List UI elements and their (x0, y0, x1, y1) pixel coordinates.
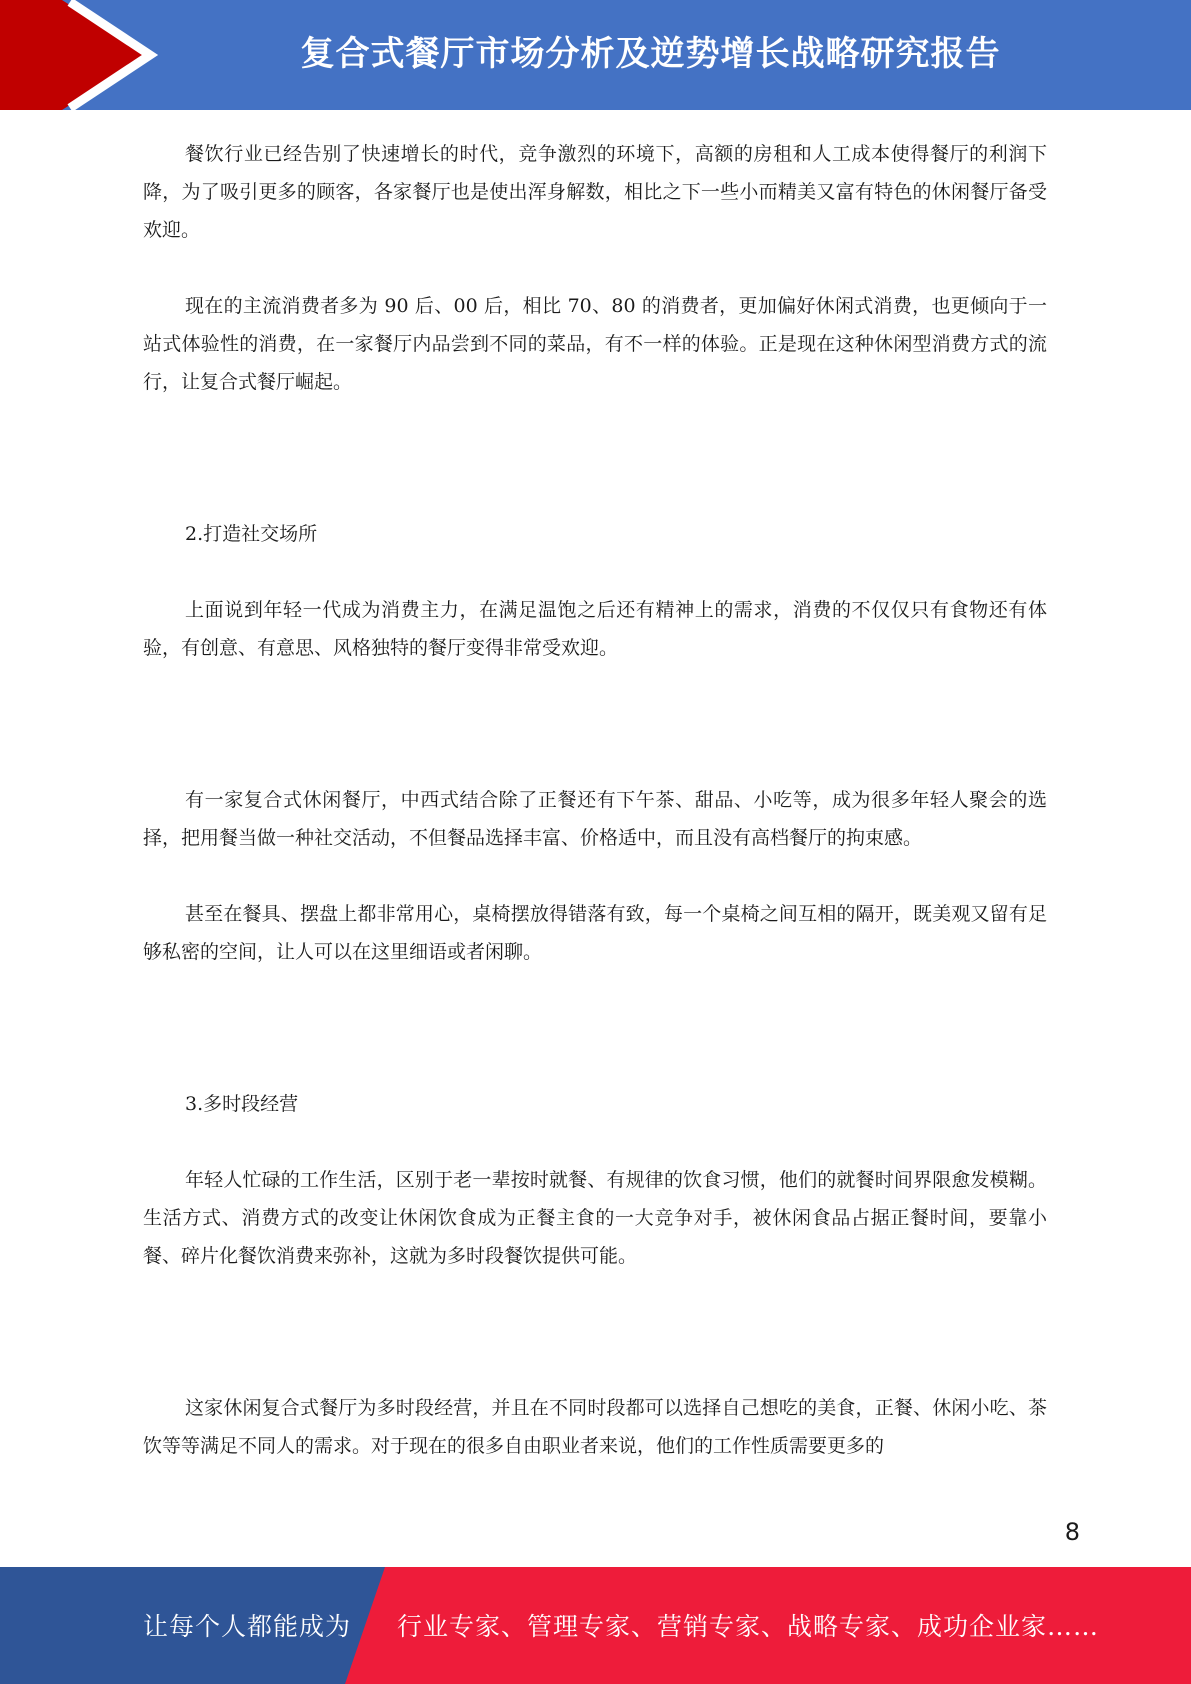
section-heading: 2.打造社交场所 (185, 523, 318, 545)
paragraph: 上面说到年轻一代成为消费主力，在满足温饱之后还有精神上的需求，消费的不仅仅只有食物还有体验，有创意、有意思、风格独特的餐厅变得非常受欢迎。 (143, 599, 1047, 659)
page-number: 8 (1064, 1518, 1080, 1546)
page-footer (0, 1567, 1191, 1684)
paragraph: 现在的主流消费者多为 90 后、00 后，相比 70、80 的消费者，更加偏好休闲式消费，也更倾向于一站式体验性的消费，在一家餐厅内品尝到不同的菜品，有不一样的体验。正是现在这种休闲型消费方式的流行，让复合式餐厅崛起。 (143, 295, 1047, 393)
paragraph: 甚至在餐具、摆盘上都非常用心，桌椅摆放得错落有致，每一个桌椅之间互相的隔开，既美观又留有足够私密的空间，让人可以在这里细语或者闲聊。 (143, 903, 1047, 963)
paragraph: 有一家复合式休闲餐厅，中西式结合除了正餐还有下午茶、甜品、小吃等，成为很多年轻人聚会的选择，把用餐当做一种社交活动，不但餐品选择丰富、价格适中，而且没有高档餐厅的拘束感。 (143, 789, 1047, 849)
section-heading: 3.多时段经营 (185, 1093, 299, 1115)
page-header (0, 0, 1191, 110)
document-body (143, 135, 1047, 1465)
footer-slogan-right: 行业专家、管理专家、营销专家、战略专家、成功企业家…… (397, 1612, 1100, 1641)
header-title: 复合式餐厅市场分析及逆势增长战略研究报告 (300, 34, 1001, 74)
header-red-chevron (0, 0, 148, 110)
footer-slogan-left: 让每个人都能成为 (143, 1612, 352, 1641)
paragraph: 餐饮行业已经告别了快速增长的时代，竞争激烈的环境下，高额的房租和人工成本使得餐厅的利润下降，为了吸引更多的顾客，各家餐厅也是使出浑身解数，相比之下一些小而精美又富有特色的休闲餐厅备受欢迎。 (143, 143, 1047, 241)
paragraph: 年轻人忙碌的工作生活，区别于老一辈按时就餐、有规律的饮食习惯，他们的就餐时间界限愈发模糊。生活方式、消费方式的改变让休闲饮食成为正餐主食的一大竞争对手，被休闲食品占据正餐时间，要靠小餐、碎片化餐饮消费来弥补，这就为多时段餐饮提供可能。 (143, 1169, 1047, 1267)
paragraph: 这家休闲复合式餐厅为多时段经营，并且在不同时段都可以选择自己想吃的美食，正餐、休闲小吃、茶饮等等满足不同人的需求。对于现在的很多自由职业者来说，他们的工作性质需要更多的 (143, 1397, 1047, 1457)
